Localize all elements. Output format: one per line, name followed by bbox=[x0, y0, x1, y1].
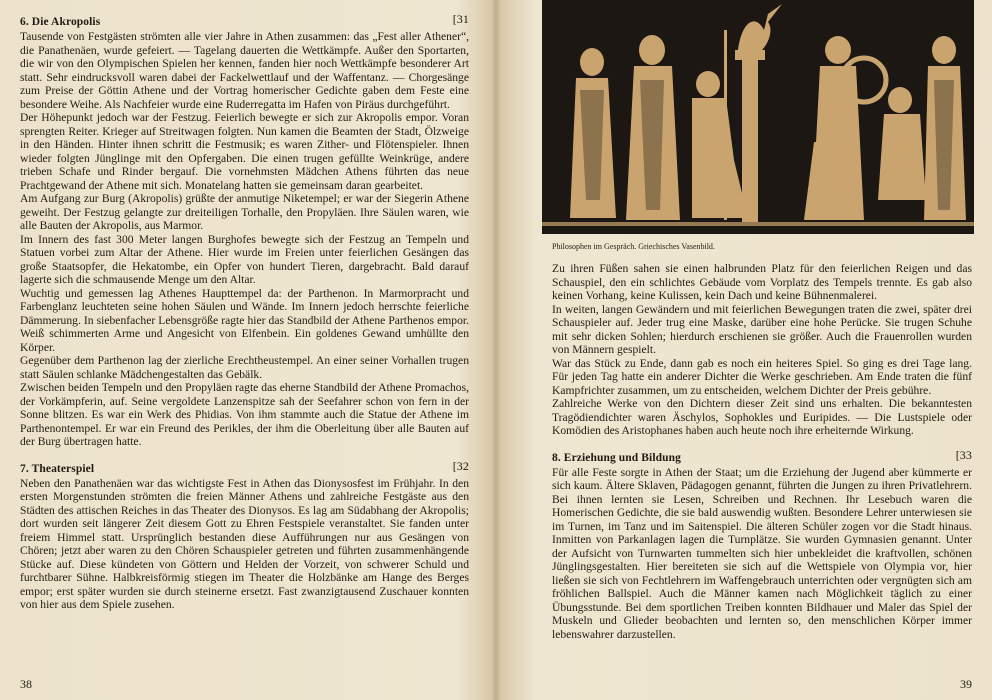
paragraph: Wuchtig und gemessen lag Athenes Haupttempel da: der Parthenon. In Marmorpracht und Farbenglanz leuchteten seine hohen Säulen und Wände. Im Innern jedoch herrschte feierliche Dämmerung. In siebenfacher Lebensgröße ragte hier das Standbild der Athene Parthenos empor. Weiß schimmerten Arme und Angesicht von Elfenbein. Ein goldenes Gewand umhüllte den Körper. bbox=[20, 286, 469, 354]
paragraph: Zwischen beiden Tempeln und den Propyläen ragte das eherne Standbild der Athene Promachos, der Vorkämpferin, auf. Seine vergoldete Lanzenspitze sah der Seefahrer schon von fern in der Sonne blitzen. Es war ein Werk des Phidias. Von ihm stammte auch die Statue der Athene im Parthenontempel. Er war ein Freund des Perikles, der ihm die Oberleitung über alle Bauten auf der Burg übertragen hatte. bbox=[20, 381, 469, 448]
section-ref: [32 bbox=[452, 458, 469, 473]
vase-figures-illustration bbox=[542, 0, 974, 234]
left-page bbox=[0, 0, 492, 700]
paragraph: Der Höhepunkt jedoch war der Festzug. Feierlich bewegte er sich zur Akropolis empor. Voran sprengten Reiter. Krieger auf Streitwagen folgten. Nun kamen die Beamten der Stadt, Ölzweige in den Händen. Hinter ihnen schritt die Festmusik; es waren Zither- und Flötenspieler. Ihnen wieder folgten Jünglinge mit den Opfergaben. Die einen trugen gefüllte Weinkrüge, andere trieben Schafe und Rinder bergauf. Die vornehmsten Mädchen Athens führten das neue Prachtgewand der Athene mit sich. Monatelang hatten sie gemeinsam daran gearbeitet. bbox=[20, 111, 469, 192]
page-number-right: 39 bbox=[960, 677, 972, 691]
paragraph: Zu ihren Füßen sahen sie einen halbrunden Platz für den feierlichen Reigen und das Schauspiel, den ein schlichtes Gebäude vom Vorplatz des Tempels trennte. Es gab also keinen Vorhang, keine Kulissen, kein Dach und keine Bühnenmalerei. bbox=[552, 262, 972, 302]
section-ref: [33 bbox=[955, 447, 972, 462]
vase-painting-image bbox=[542, 0, 974, 234]
image-caption: Philosophen im Gespräch. Griechisches Vasenbild. bbox=[552, 242, 715, 251]
paragraph: Zahlreiche Werke von den Dichtern dieser Zeit sind uns erhalten. Die bekanntesten Tragödiendichter waren Äschylos, Sophokles und Euripides. — Die Lustspiele oder Komödien des Aristophanes haben auch heute noch ihre erheiternde Wirkung. bbox=[552, 397, 972, 437]
section-title: 8. Erziehung und Bildung bbox=[552, 451, 681, 464]
paragraph: Neben den Panathenäen war das wichtigste Fest in Athen das Dionysosfest im Frühjahr. In den ersten Morgenstunden strömten die freien Männer Athens und zahlreiche Festgäste aus den Städten des attischen Reiches in das Theater des Dionysos. Es lag am Südabhang der Akropolis; dort wurden seit längerer Zeit diesem Gott zu Ehren Festspiele veranstaltet. Sie fanden unter freiem Himmel statt. Ursprünglich bestanden diese Aufführungen nur aus Gesängen von Chören; jetzt aber waren zu den Chören Schauspieler getreten und führten zusammenhängende Stücke auf. Diese kündeten von Göttern und Helden der Vorzeit, von schwerer Schuld und furchtbarer Sühne. Halbkreisförmig stiegen im Theater die Holzbänke am Hange des Berges empor; erst später wurden sie durch steinerne ersetzt. Fast zwanzigtausend Zuschauer konnten von hier aus dem Spiele zusehen. bbox=[20, 476, 469, 611]
paragraph: Am Aufgang zur Burg (Akropolis) grüßte der anmutige Niketempel; er war der Siegerin Athene geweiht. Der Festzug gelangte zur dreiteiligen Torhalle, den Propyläen. Ihre Säulen waren, wie alle Bauten der Akropolis, aus Marmor. bbox=[20, 192, 469, 232]
page-number-left: 38 bbox=[20, 677, 32, 691]
paragraph: Tausende von Festgästen strömten alle vier Jahre in Athen zusammen: das „Fest aller Athener“, die Panathenäen, wurde gefeiert. — Tagelang dauerten die Wettkämpfe. Außer den Sportarten, die wir von den Olympischen Spielen her kennen, fanden hier noch Wettkämpfe besonderer Art statt. Sehr eindrucksvoll waren dabei der Fackelwettlauf und der Waffentanz. — Chorgesänge zum Preise der Göttin Athene und der Vortrag homerischer Gedichte gaben dem Feste eine besondere Weihe. Als Nachfeier wurde eine Ruderregatta im Hafen von Piräus durchgeführt. bbox=[20, 30, 469, 111]
section-heading-erziehung bbox=[552, 447, 972, 464]
section-heading-theaterspiel bbox=[20, 458, 469, 475]
left-text-column bbox=[20, 12, 469, 612]
paragraph: In weiten, langen Gewändern und mit feierlichen Bewegungen traten die zwei, später drei Schauspieler auf. Jeder trug eine Maske, darüber eine hohe Perücke. Sie trugen Schuhe mit sehr dicken Sohlen; hierdurch erschienen sie größer. Auch die Frauenrollen wurden von Männern gespielt. bbox=[552, 302, 972, 356]
right-text-column bbox=[552, 262, 972, 641]
paragraph: War das Stück zu Ende, dann gab es noch ein heiteres Spiel. So ging es drei Tage lang. Für jeden Tag hatte ein anderer Dichter die Werke geschrieben. Am Ende traten die fünf Kampfrichter zusammen, um zu entscheiden, welchem Dichter der Preis gebühre. bbox=[552, 356, 972, 397]
paragraph: Im Innern des fast 300 Meter langen Burghofes bewegte sich der Festzug an Tempeln und Statuen vorbei zum Altar der Athene. Hier wurde im Freien unter feierlichen Gesängen das große Staatsopfer, die Hekatombe, ein Opfer von hundert Tieren, dargebracht. Bald darauf lagerte sich die schmausende Menge um den Altar. bbox=[20, 232, 469, 286]
section-title: 7. Theaterspiel bbox=[20, 462, 95, 475]
section-heading-akropolis bbox=[20, 12, 469, 28]
section-title: 6. Die Akropolis bbox=[20, 16, 101, 28]
right-page bbox=[500, 0, 992, 700]
paragraph: Für alle Feste sorgte in Athen der Staat; um die Erziehung der Jugend aber kümmerte er sich kaum. Ältere Sklaven, Pädagogen genannt, führten die Jungen zu ihren Privatlehrern. Bei ihnen lernten sie Lesen, Schreiben und Rechnen. Ihr Lesebuch waren die Homerischen Gedichte, die sie bald auswendig wußten. Besondere Lehrer unterwiesen sie im Turnen, im Tanz und im Saitenspiel. Die älteren Schüler zogen vor die Stadt hinaus. Inmitten von Parkanlagen lagen die Turnplätze. Sie wurden Gymnasien genannt. Unter der Aufsicht von Turnwarten tummelten sich hier unbekleidet die kraftvollen, schönen Jünglingsgestalten. Hier bereiteten sie sich auf die Wettspiele von Olympia vor, hier ließen sie sich von Fechtlehrern im Waffengebrauch unterrichten oder vergnügten sich am fröhlichen Ballspiel. Auch die Männer kamen nach Möglichkeit täglich zu einer Übungsstunde. Bei dem sportlichen Treiben konnten Bildhauer und Maler das Spiel der Muskeln und Glieder beobachten und lernten so, den menschlichen Körper immer lebenswahrer darzustellen. bbox=[552, 465, 972, 641]
section-ref: [31 bbox=[452, 12, 469, 26]
paragraph: Gegenüber dem Parthenon lag der zierliche Erechtheustempel. An einer seiner Vorhallen trugen statt Säulen schlanke Mädchengestalten das Gebälk. bbox=[20, 354, 469, 381]
